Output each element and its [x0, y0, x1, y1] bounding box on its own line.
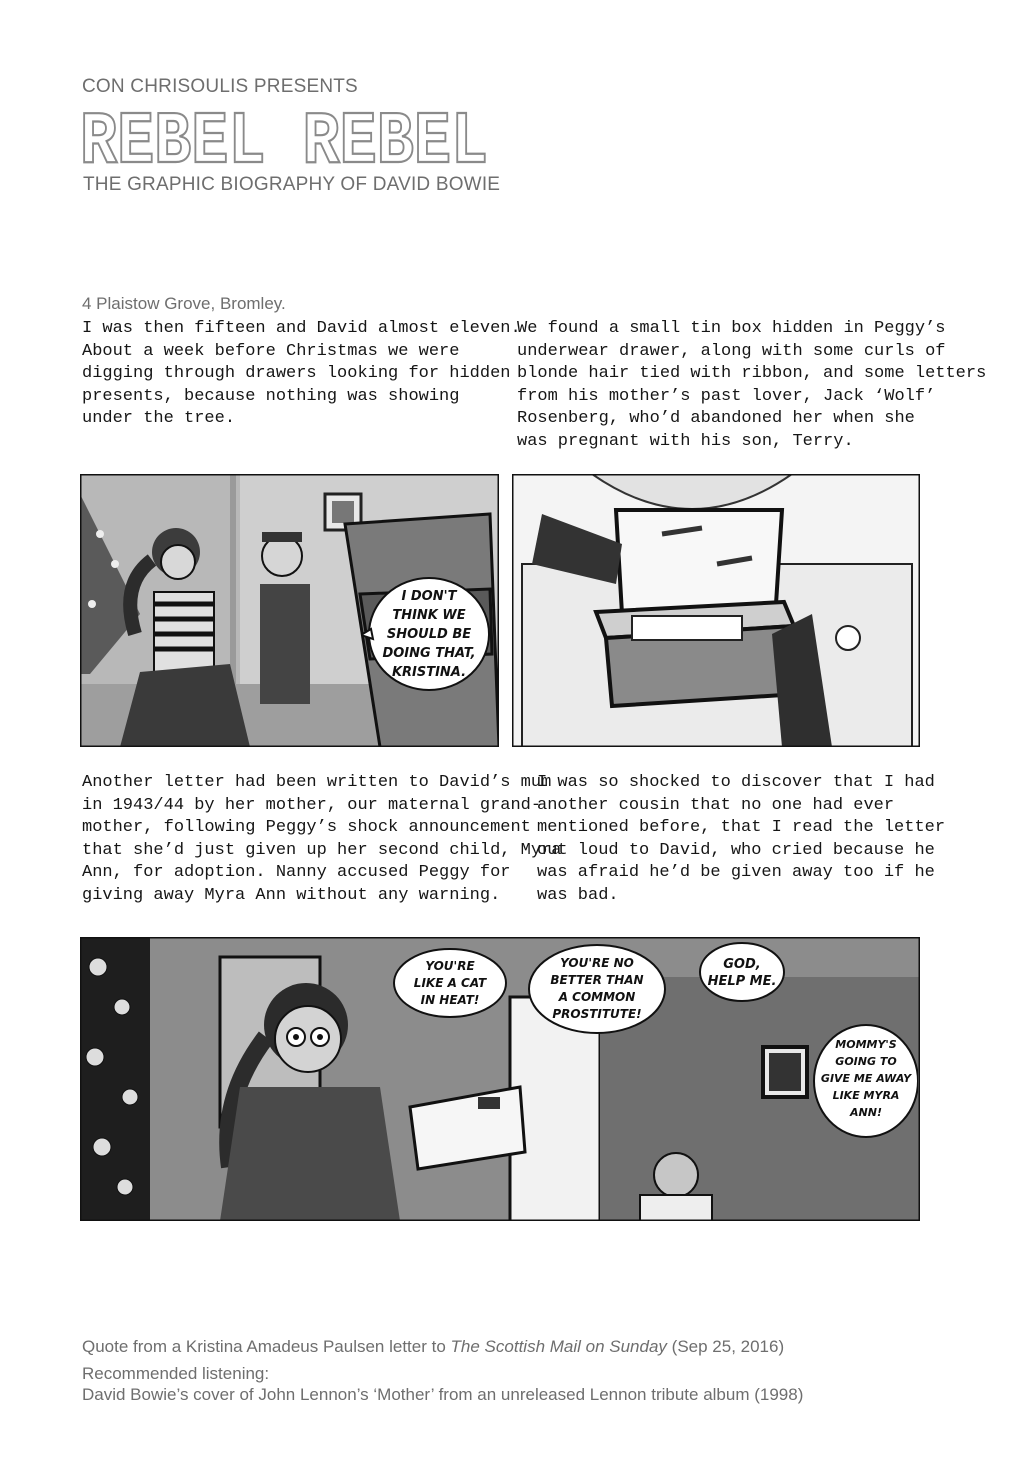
caption-line: digging through drawers looking for hidden: [82, 364, 511, 383]
caption-2: [517, 318, 986, 453]
quote-source: The Scottish Mail on Sunday: [450, 1337, 667, 1356]
listening-text: David Bowie’s cover of John Lennon’s ‘Mother’ from an unreleased Lennon tribute album (1998): [82, 1385, 804, 1404]
caption-line: from his mother’s past lover, Jack ‘Wolf’: [517, 386, 936, 406]
bubble-line: BETTER THAN: [550, 973, 644, 987]
bubble-line: LIKE MYRA: [832, 1089, 900, 1102]
panel-2: [512, 474, 920, 747]
panel-1: [80, 474, 499, 747]
bubble-line: GIVE ME AWAY: [820, 1072, 912, 1085]
bubble-line: HELP ME.: [707, 974, 777, 989]
panel-3: [80, 937, 920, 1221]
caption-line: was bad.: [537, 885, 619, 905]
caption-line: in 1943/44 by her mother, our maternal grand-: [82, 795, 542, 815]
quote-prefix: Quote from a Kristina Amadeus Paulsen letter to: [82, 1337, 451, 1356]
bubble-line: SHOULD BE: [386, 627, 472, 642]
bubble-line: I DON'T: [401, 589, 457, 604]
bubble-line: PROSTITUTE!: [552, 1007, 642, 1021]
caption-line: Ann, for adoption. Nanny accused Peggy for: [82, 863, 511, 882]
caption-line: About a week before Christmas we were: [82, 341, 460, 361]
bubble-line: IN HEAT!: [420, 993, 480, 1007]
caption-line: that she’d just given up her second child, Myra: [82, 840, 562, 860]
caption-line: was pregnant with his son, Terry.: [517, 431, 854, 451]
location-caption: 4 Plaistow Grove, Bromley.: [82, 294, 286, 313]
bubble-line: GOING TO: [835, 1055, 897, 1068]
caption-line: was afraid he’d be given away too if he: [537, 863, 935, 882]
speech-bubble-1: [363, 573, 493, 695]
speech-bubble-4: [696, 939, 788, 1007]
caption-line: We found a small tin box hidden in Peggy’s: [517, 319, 946, 338]
bubble-line: YOU'RE NO: [560, 956, 634, 970]
bubble-line: MOMMY'S: [835, 1038, 897, 1051]
caption-line: I was so shocked to discover that I had: [537, 773, 935, 792]
caption-line: underwear drawer, along with some curls of: [517, 341, 946, 361]
caption-line: giving away Myra Ann without any warning.: [82, 885, 501, 905]
caption-4: [537, 772, 945, 907]
title-logo-text: REBEL REBEL: [80, 104, 488, 170]
quote-source-line: [82, 1336, 784, 1357]
caption-3: [82, 772, 561, 907]
caption-line: mentioned before, that I read the letter: [537, 818, 946, 837]
caption-line: under the tree.: [82, 409, 236, 428]
caption-line: I was then fifteen and David almost eleven.: [82, 319, 521, 338]
caption-line: blonde hair tied with ribbon, and some letters: [517, 364, 987, 383]
caption-line: presents, because nothing was showing: [82, 386, 460, 406]
bubble-line: KRISTINA.: [391, 665, 467, 680]
bubble-line: GOD,: [723, 957, 761, 972]
bubble-line: THINK WE: [392, 608, 466, 623]
caption-line: mother, following Peggy’s shock announcement: [82, 818, 531, 837]
subtitle: THE GRAPHIC BIOGRAPHY OF DAVID BOWIE: [83, 174, 501, 195]
caption-line: Another letter had been written to David’s mum: [82, 773, 552, 792]
presents-line: CON CHRISOULIS PRESENTS: [82, 76, 358, 97]
caption-line: Rosenberg, who’d abandoned her when she: [517, 409, 915, 428]
bubble-line: ANN!: [850, 1106, 882, 1119]
bubble-line: YOU'RE: [425, 959, 475, 973]
speech-bubble-5: [810, 1021, 918, 1141]
title-logo: [80, 104, 490, 170]
panel-2-art: [512, 474, 920, 747]
quote-suffix: (Sep 25, 2016): [666, 1337, 785, 1356]
bubble-line: LIKE A CAT: [413, 976, 487, 990]
caption-line: another cousin that no one had ever: [537, 795, 895, 815]
caption-1: [82, 318, 521, 431]
speech-bubble-2: [390, 945, 510, 1023]
bubble-line: DOING THAT,: [382, 646, 476, 661]
caption-line: out loud to David, who cried because he: [537, 840, 935, 860]
speech-bubble-3: [524, 937, 670, 1037]
bubble-line: A COMMON: [558, 990, 636, 1004]
listening-label: Recommended listening:: [82, 1364, 270, 1383]
